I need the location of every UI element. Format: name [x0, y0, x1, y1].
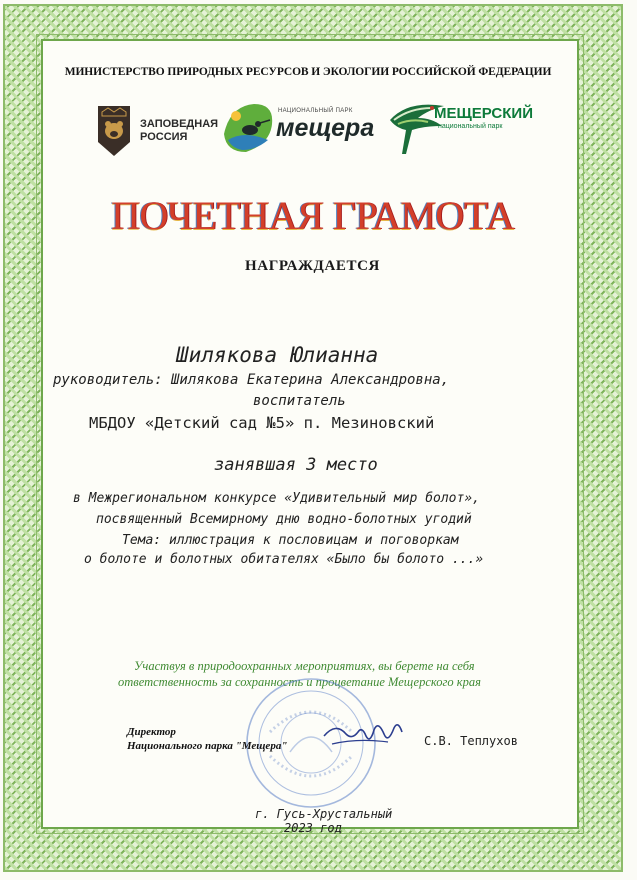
description-line: Тема: иллюстрация к пословицам и поговоркам [122, 533, 459, 548]
director-name: С.В. Теплухов [424, 734, 518, 748]
place-awarded: занявшая 3 место [214, 455, 378, 475]
ministry-header: МИНИСТЕРСТВО ПРИРОДНЫХ РЕСУРСОВ И ЭКОЛОГИИ РОССИЙСКОЙ ФЕДЕРАЦИИ [64, 66, 552, 78]
park-name: мещера [276, 114, 375, 142]
description-line: посвященный Всемирному дню водно-болотных угодий [96, 512, 472, 527]
awarded-heading: НАГРАЖДАЕТСЯ [245, 258, 380, 274]
logo-text-line2: РОССИЯ [140, 131, 188, 143]
motto-line: ответственность за сохранность и процветание Мещерского края [118, 675, 481, 689]
director-organization: Национального парка "Мещера" [127, 740, 288, 752]
recipient-leader: руководитель: Шилякова Екатерина Александровна, [53, 372, 450, 388]
director-title: Директор [127, 726, 176, 738]
description-line: о болоте и болотных обитателях «Было бы болото ...» [84, 552, 484, 567]
meshchera-park-logo [220, 100, 375, 160]
heron-emblem-icon [220, 100, 278, 156]
leader-position: воспитатель [253, 393, 346, 409]
director-signature [318, 714, 408, 758]
motto-line: Участвуя в природоохранных мероприятиях, вы берете на себя [134, 659, 475, 673]
certificate-title: ПОЧЕТНАЯ ГРАМОТА [110, 193, 514, 238]
description-line: в Межрегиональном конкурсе «Удивительный мир болот», [73, 491, 480, 506]
meshchersky-name: МЕЩЕРСКИЙ [434, 105, 533, 122]
year: 2023 год [284, 821, 342, 835]
bear-shield-icon [96, 104, 132, 158]
park-subtitle: НАЦИОНАЛЬНЫЙ ПАРК [278, 108, 353, 114]
organization: МБДОУ «Детский сад №5» п. Мезиновский [89, 414, 435, 432]
meshchersky-subtitle: национальный парк [438, 123, 503, 130]
recipient-name: Шилякова Юлианна [176, 343, 379, 367]
meshchersky-park-logo [388, 96, 533, 160]
logo-text-line1: ЗАПОВЕДНАЯ [140, 118, 219, 130]
city: г. Гусь-Хрустальный [255, 807, 393, 821]
